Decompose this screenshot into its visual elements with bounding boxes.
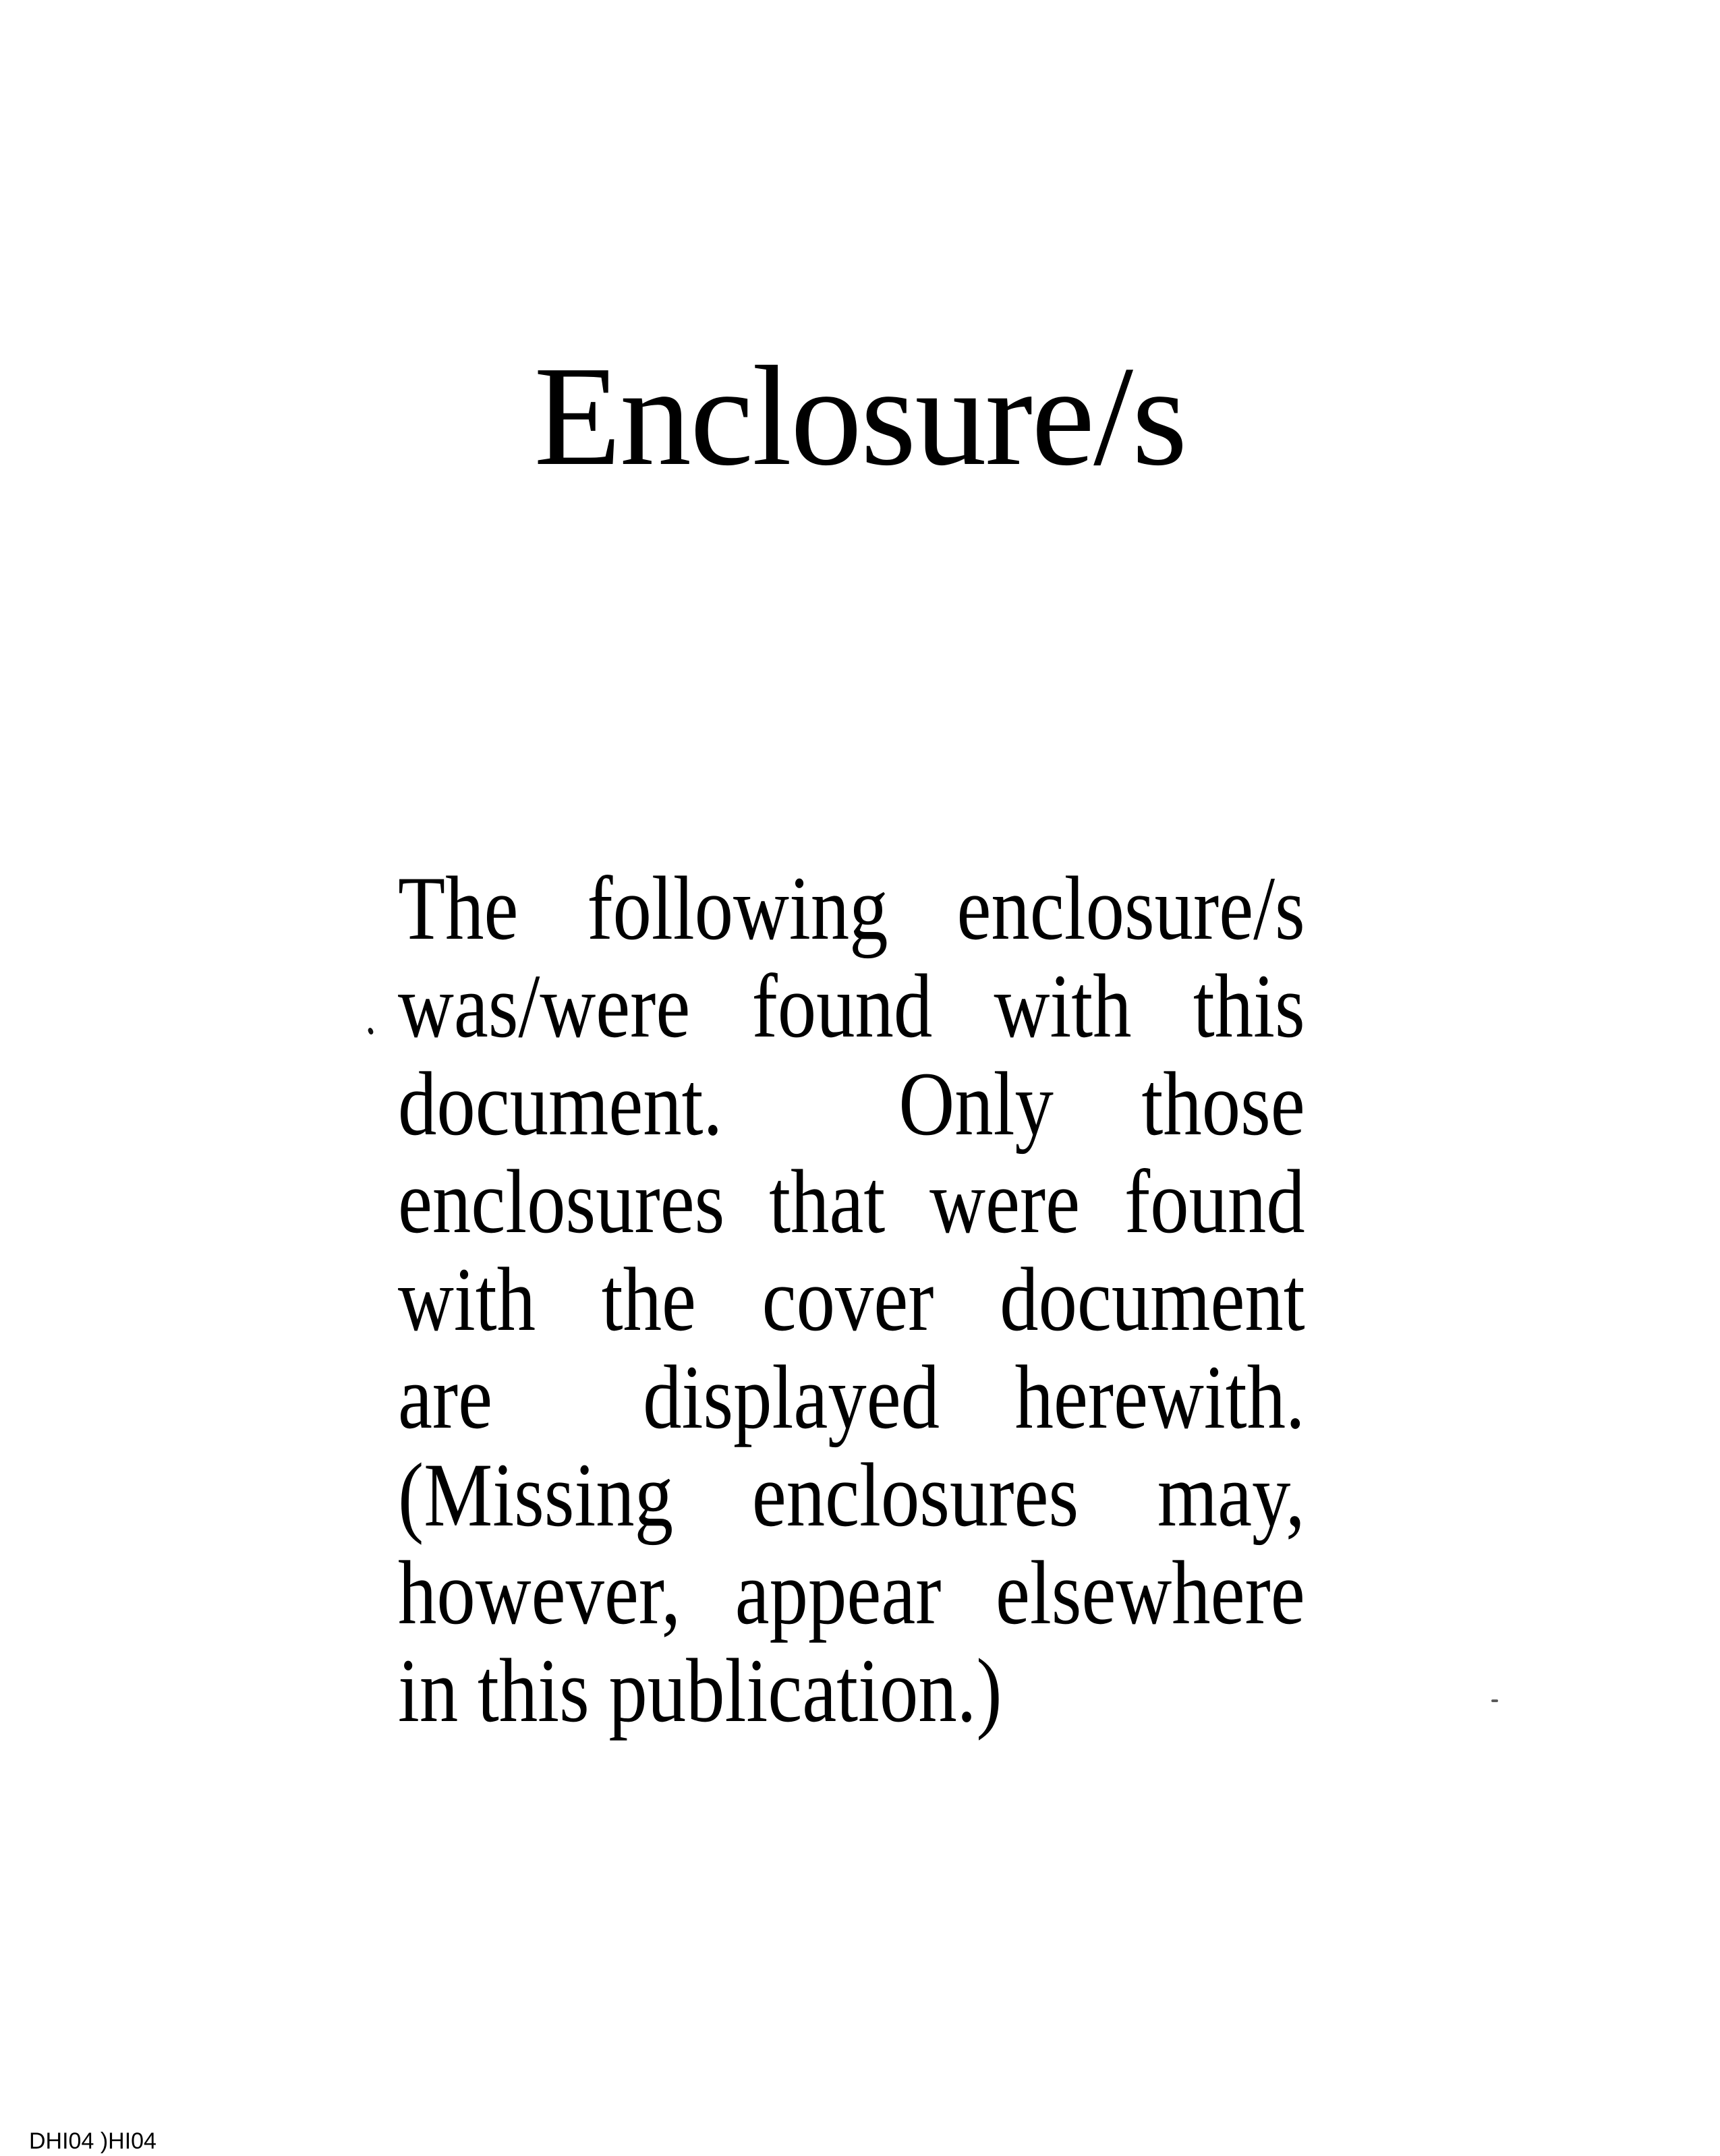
paragraph-line: [398, 1153, 1305, 1251]
paragraph-word: (Missing: [398, 1445, 674, 1546]
scan-speck-dot: [367, 1027, 374, 1035]
paragraph-word: appear: [735, 1543, 942, 1643]
paragraph-word: found: [1124, 1152, 1305, 1252]
footer-code: DHI04 )HI04: [29, 2128, 156, 2154]
paragraph-word: enclosures: [398, 1152, 725, 1252]
paragraph-word: The: [398, 858, 519, 959]
paragraph-word: those: [1141, 1054, 1305, 1155]
scan-speck-dash: [1491, 1699, 1498, 1702]
paragraph-word: that: [769, 1152, 886, 1252]
paragraph-word: are: [398, 1347, 493, 1448]
paragraph-word: Only: [898, 1054, 1054, 1155]
paragraph-word: however,: [398, 1543, 681, 1643]
paragraph-word: following: [587, 858, 888, 959]
paragraph-word: displayed: [643, 1347, 940, 1448]
paragraph-word: enclosures: [751, 1445, 1079, 1546]
paragraph-word: with: [398, 1250, 536, 1350]
paragraph-word: herewith.: [1014, 1347, 1305, 1448]
paragraph-word: the: [601, 1250, 696, 1350]
paragraph-word: with: [994, 956, 1132, 1057]
paragraph-line: [398, 1447, 1305, 1544]
paragraph-line: [398, 1055, 1305, 1153]
page-title: Enclosure/s: [534, 337, 1186, 495]
paragraph-word: elsewhere: [995, 1543, 1305, 1643]
enclosure-paragraph: [398, 860, 1305, 1740]
paragraph-word: enclosure/s: [956, 858, 1305, 959]
paragraph-word: document: [1000, 1250, 1305, 1350]
paragraph-line: [398, 1251, 1305, 1349]
paragraph-line: [398, 958, 1305, 1055]
paragraph-word: document.: [398, 1054, 723, 1155]
paragraph-word: were: [929, 1152, 1081, 1252]
paragraph-word: cover: [762, 1250, 934, 1350]
paragraph-line: [398, 1544, 1305, 1642]
paragraph-line: [398, 860, 1305, 958]
paragraph-word: may,: [1157, 1445, 1305, 1546]
paragraph-word: was/were: [398, 956, 691, 1057]
paragraph-word: found: [751, 956, 933, 1057]
paragraph-line: in this publication.): [398, 1641, 1002, 1741]
paragraph-line: [398, 1349, 1305, 1447]
paragraph-word: this: [1193, 956, 1305, 1057]
